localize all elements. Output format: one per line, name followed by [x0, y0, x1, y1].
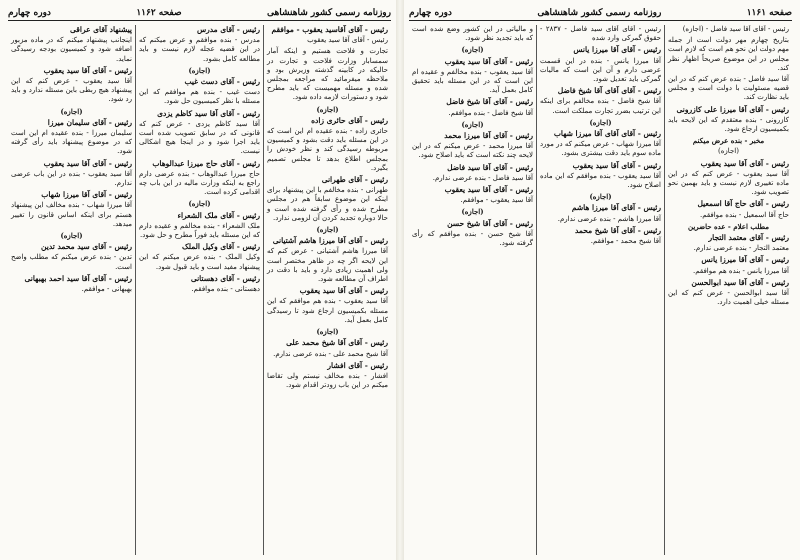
speaker-line: رئیس - آقای آقا سید یعقوب — [43, 158, 132, 168]
paragraph: آقا میرزا یانس - بنده هم موافقم. — [693, 266, 789, 275]
centered-note: (اجازه) — [60, 106, 83, 116]
right-page — [400, 0, 800, 560]
left-page-column-2 — [136, 25, 264, 555]
paragraph: بهبهانی - موافقم. — [81, 285, 132, 294]
paragraph: مدرس - بنده موافقم و عرض میکنم که در این قضیه عجله لازم نیست و باید مطالعه کامل بشود. — [139, 36, 260, 63]
paragraph: آقا سید فاضل - بنده عرضی ندارم. — [432, 173, 533, 182]
centered-note: (اجازه) — [461, 45, 484, 55]
paragraph: آقا سید یعقوب - عرض کنم که این پیشنهاد هیچ ربطی باین مسئله ندارد و باید رد شود. — [11, 77, 132, 104]
left-header-journal: روزنامه رسمی کشور شاهنشاهی — [267, 8, 391, 18]
speaker-line: رئیس - آقای آقا شیخ فاضل — [446, 97, 533, 107]
speaker-line: رئیس - آقای آقا میرزا هاشم — [571, 203, 661, 213]
speaker-line: رئیس - آقای حاج میرزا عبدالوهاب — [152, 158, 260, 168]
paragraph: آقا سید یعقوب - بنده موافقم که این ماده اصلاح شود. — [540, 171, 661, 190]
speaker-line: رئیس - آقای آقاسید یعقوب - موافقم — [271, 25, 388, 34]
paragraph: سلیمان میرزا - بنده عقیده ام این است که در موضوع پیشنهاد باید رأی گرفته شود. — [11, 129, 132, 156]
right-page-column-1 — [665, 25, 792, 555]
speaker-line: رئیس - آقای آقا سید یعقوب — [700, 158, 789, 168]
left-header-page-number: صفحه ۱۱۶۲ — [136, 8, 182, 18]
speaker-line: رئیس - آقای آقای آقا شیخ فاضل — [557, 86, 661, 96]
centered-note: مطلب اعلام - عده حاضرین — [687, 221, 770, 231]
speaker-line: رئیس - آقای آقا سید یعقوب — [444, 56, 533, 66]
centered-note: (اجازه) — [188, 199, 211, 209]
centered-note: (اجازه) — [461, 119, 484, 129]
paragraph: آقا سید یعقوب - بنده مخالفم و عقیده ام این است که در این مسئله باید تحقیق کامل بعمل آید. — [412, 67, 533, 95]
paragraph: بتاریخ چهارم مهر دولت است از جمله مهم دولت این نحو هم است که لازم است مجلس در این موضوع صریحاً اظهار نظر کند. — [668, 36, 789, 72]
speaker-line: رئیس - آقای مدرس — [196, 25, 260, 34]
paragraph: حائری زاده - بنده عقیده ام این است که در این مسئله باید دقت بشود و کمیسیون مربوطه رسیدگی کند و نظر خودش را بمجلس اطلاع بدهد تا مجلس تصمیم بگیرد. — [267, 127, 388, 172]
speaker-line: رئیس - آقای آقا سید کاظم یزدی — [157, 108, 260, 118]
page-gutter — [396, 0, 404, 560]
speaker-line: رئیس - آقای سید محمد تدین — [41, 242, 132, 252]
paragraph: آقا سید کاظم یزدی - عرض کنم که قانونی که در سابق تصویب شده است باید اجرا شود و در اینجا هیچ اشکالی نیست. — [139, 119, 260, 156]
right-page-columns — [409, 25, 792, 555]
speaker-line: رئیس - آقای آقا میرزا یانس — [701, 255, 789, 265]
speaker-line: رئیس - آقای آقا سید فاضل — [447, 162, 533, 172]
speaker-line: رئیس - آقای آقا میرزا هاشم آشتیانی — [272, 236, 388, 246]
right-page-header — [409, 6, 792, 21]
paragraph: آقا سید یعقوب - عرض کنم که در این ماده تغییری لازم نیست و باید بهمین نحو تصویب شود. — [668, 169, 789, 197]
paragraph: حاج میرزا عبدالوهاب - بنده عرضی دارم راجع به اینکه وزارت مالیه در این باب چه اقدامی کرده است. — [139, 169, 260, 197]
speaker-line: رئیس - آقای دهستانی — [190, 273, 260, 283]
speaker-line: رئیس - آقای آقا میرزا محمد — [444, 131, 533, 141]
speaker-line: رئیس - آقای آقا سید یعقوب — [572, 160, 661, 170]
speaker-line: رئیس - آقای آقا میرزا یانس — [573, 45, 661, 55]
speaker-line: رئیس - آقای آقا میرزا شهاب — [41, 190, 132, 200]
speaker-line: رئیس - آقای آقای آقا میرزا شهاب — [553, 129, 661, 139]
paragraph: آقا میرزا شهاب - بنده مخالف این پیشنهاد هستم برای اینکه اساس قانون را تغییر میدهد. — [11, 201, 132, 228]
centered-note: (اجازه) — [589, 192, 612, 202]
speaker-line: رئیس - آقای ملک الشعراء — [177, 210, 260, 220]
speaker-line: رئیس - آقای آقا سید یعقوب — [299, 286, 388, 296]
speaker-line: رئیس - آقای معتمد التجار — [708, 233, 789, 243]
paragraph: طهرانی - بنده مخالفم با این پیشنهاد برای اینکه این موضوع سابقاً هم در مجلس مطرح شده و رأی گرفته شده است و حالا دوباره تجدید کردن آن لزومی ندارد. — [267, 186, 388, 222]
speaker-line: رئیس - آقای آقا شیخ حسن — [447, 218, 533, 228]
speaker-line: رئیس - آقای آقا سید احمد بهبهانی — [24, 273, 132, 283]
speaker-line: رئیس - آقای سلیمان میرزا — [47, 117, 132, 127]
paragraph: وکیل الملک - بنده عرض میکنم که این پیشنهاد مفید است و باید قبول شود. — [139, 253, 260, 271]
speaker-line: رئیس - آقای آقا سید ابوالحسن — [691, 277, 789, 287]
speaker-line: رئیس - آقای آقا سید یعقوب — [444, 185, 533, 195]
paragraph: دهستانی - بنده موافقم. — [191, 285, 260, 294]
speaker-line: رئیس - آقای آقا سید یعقوب — [43, 65, 132, 75]
paragraph: رئیس - آقای آقا سید فاضل - (اجازه) — [682, 25, 789, 33]
speaker-line: رئیس - آقای حائری زاده — [311, 115, 388, 125]
centered-note: (اجازه) — [188, 65, 211, 75]
paragraph: دست غیب - بنده هم موافقم که این مسئله با نظر کمیسیون حل شود. — [139, 88, 260, 106]
paragraph: آقا شیخ محمد علی - بنده عرضی ندارم. — [273, 349, 388, 358]
paragraph: آقا شیخ حسن - بنده موافقم که رأی گرفته شود. — [412, 229, 533, 248]
paragraph: افشار - بنده مخالف نیستم ولی تقاضا میکنم در این باب زودتر اقدام شود. — [267, 371, 388, 390]
paragraph: رئیس - آقای آقا سید یعقوب — [307, 36, 388, 45]
centered-note: (اجازه) — [461, 207, 484, 217]
centered-note: (اجازه) — [316, 104, 339, 114]
centered-note: (اجازه) — [589, 117, 612, 127]
paragraph: ملک الشعراء - بنده مخالفم و عقیده دارم که این مسئله باید فوراً مطرح و حل شود. — [139, 221, 260, 240]
right-header-journal: روزنامه رسمی کشور شاهنشاهی — [537, 8, 662, 18]
paragraph: آقا سید یعقوب - بنده هم موافقم که این مسئله بکمیسیون ارجاع شود تا رسیدگی کامل بعمل آید. — [267, 297, 388, 324]
speaker-line: رئیس - آقای حاج آقا اسمعیل — [697, 199, 789, 209]
right-header-period: دوره چهارم — [409, 8, 452, 18]
paragraph: آقا میرزا هاشم آشتیانی - عرض کنم که این لایحه اگر چه در ظاهر مختصر است ولی اهمیت زیادی دارد و باید با دقت در اطراف آن مطالعه شود. — [267, 247, 388, 284]
paragraph: آقا سید یعقوب - موافقم. — [460, 196, 533, 205]
paragraph: کازرونی - بنده معتقدم که این لایحه باید بکمیسیون ارجاع شود. — [668, 115, 789, 134]
paragraph: آقا میرزا یانس - بنده در این قسمت عرضی دارم و آن این است که مالیات گمرکی باید تعدیل شود. — [540, 56, 661, 84]
sub-note: (اجازه) — [718, 147, 739, 156]
paragraph: آقا میرزا هاشم - بنده عرضی ندارم. — [557, 214, 661, 223]
right-header-page-number: صفحه ۱۱۶۱ — [746, 8, 792, 18]
centered-note: (اجازه) — [316, 327, 339, 337]
paragraph: تجارت و فلاحت هستیم و اینکه آمار سمسابار وزارت فلاحت و تجارت در حالیکه در کابینه گذشته وزیرش بود و ملاحظه میفرمائید که مراجعه بمجلس شده و مسئله مهمیست که باید مطرح شود و دستورات لازمه داده شود. — [267, 47, 388, 102]
centered-note: (اجازه) — [316, 225, 339, 235]
right-page-column-2 — [537, 25, 665, 555]
paragraph: آقا سید فاضل - بنده عرض کنم که در این قضیه مسئولیت با دولت است و مجلس باید نظارت کند. — [668, 75, 789, 102]
left-page-columns — [8, 25, 391, 555]
paragraph: آقا سید یعقوب - بنده در این باب عرضی ندارم. — [11, 169, 132, 188]
right-page-column-3 — [409, 25, 537, 555]
paragraph: آقا شیخ فاضل - بنده موافقم. — [448, 108, 533, 117]
speaker-line: رئیس - آقای آقا شیخ محمد — [574, 225, 661, 235]
speaker-line: رئیس - آقای طهرانی — [321, 175, 388, 185]
paragraph: تدین - بنده عرض میکنم که مطلب واضح است. — [11, 253, 132, 271]
speaker-line: پیشنهاد آقای عراقی — [70, 25, 132, 34]
left-page-column-3 — [8, 25, 136, 555]
paragraph: حاج آقا اسمعیل - بنده موافقم. — [699, 210, 789, 219]
paragraph: آقا شیخ فاضل - بنده مخالفم برای اینکه این ترتیب بضرر تجارت مملکت است. — [540, 97, 661, 115]
paragraph: آقا میرزا محمد - عرض میکنم که در این لایحه چند نکته است که باید اصلاح شود. — [412, 142, 533, 160]
paragraph: رئیس - آقای آقای سید فاضل - ۲۸۳۷ - حقوق گمرکی وارد شده — [540, 25, 661, 43]
speaker-line: رئیس - آقای آقا شیخ محمد علی — [286, 338, 388, 348]
paragraph: آقا سید ابوالحسن - عرض کنم که این مسئله خیلی اهمیت دارد. — [668, 289, 789, 307]
paragraph: و مالیاتی در این کشور وضع شده است که باید تجدید نظر شود. — [412, 25, 533, 43]
speaker-line: رئیس - آقای دست غیب — [184, 77, 260, 87]
speaker-line: رئیس - آقای افشار — [327, 360, 388, 370]
centered-note: مخبر - بنده عرض میکنم — [692, 136, 765, 146]
paragraph: آقا میرزا شهاب - عرض میکنم که در مورد ماده سوم باید دقت بیشتری بشود. — [540, 140, 661, 158]
speaker-line: رئیس - آقای وکیل الملک — [182, 242, 260, 252]
centered-note: (اجازه) — [60, 231, 83, 241]
left-header-period: دوره چهارم — [8, 8, 51, 18]
left-page-header — [8, 6, 391, 21]
speaker-line: رئیس - آقای آقا میرزا علی کازرونی — [676, 104, 789, 114]
paragraph: آقا شیخ محمد - موافقم. — [590, 237, 661, 246]
paragraph: معتمد التجار - بنده عرضی ندارم. — [693, 244, 789, 253]
paragraph: اینجانب پیشنهاد میکنم که در ماده مزبور اضافه شود و کمیسیون بودجه رسیدگی نماید. — [11, 36, 132, 63]
left-page-column-1 — [264, 25, 391, 555]
